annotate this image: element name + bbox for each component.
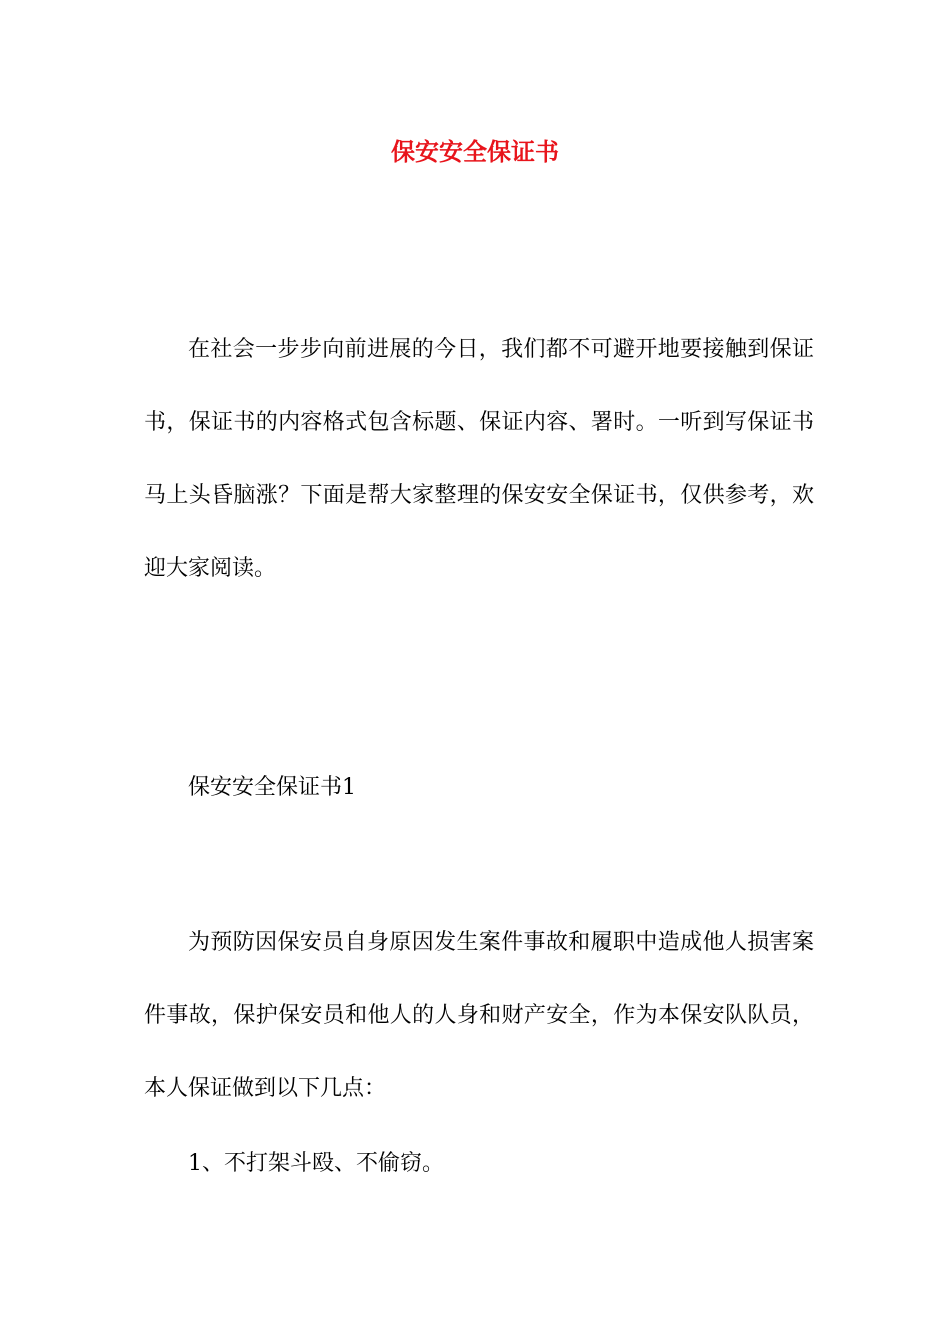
list-item: 1、不打架斗殴、不偷窃。 — [188, 1151, 444, 1176]
section-paragraph: 为预防因保安员自身原因发生案件事故和履职中造成他人损害案件事故，保护保安员和他人的人身和财产安全，作为本保安队队员，本人保证做到以下几点： — [144, 930, 814, 1101]
document-title: 保安安全保证书 — [391, 137, 559, 166]
section-heading: 保安安全保证书1 — [188, 775, 356, 800]
intro-paragraph: 在社会一步步向前进展的今日，我们都不可避开地要接触到保证书，保证书的内容格式包含标题、保证内容、署时。一听到写保证书马上头昏脑涨？下面是帮大家整理的保安安全保证书，仅供参考，欢迎大家阅读。 — [144, 337, 814, 581]
